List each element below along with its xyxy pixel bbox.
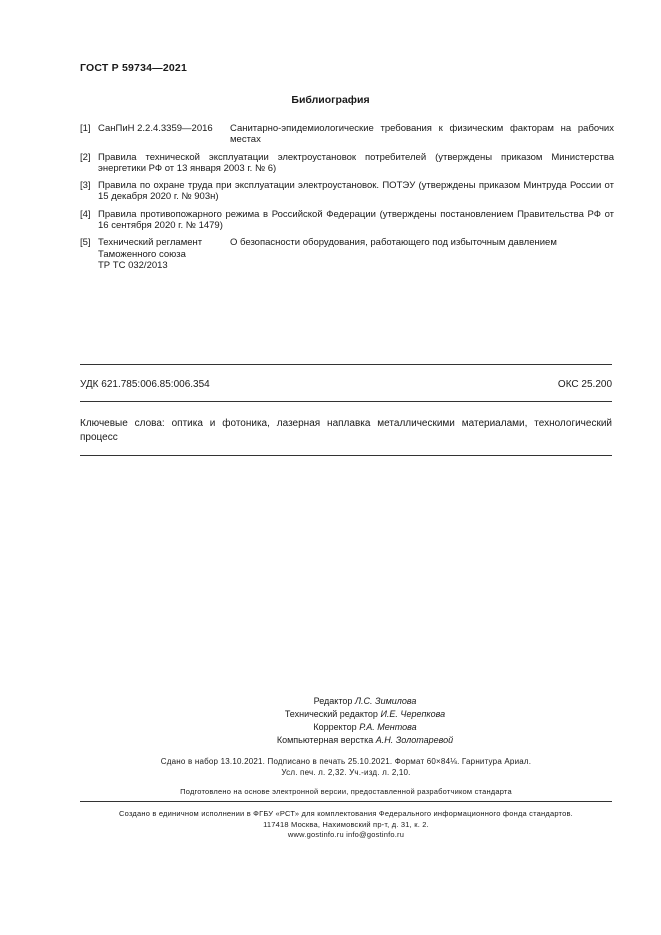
- bibliography-item: [80, 123, 614, 146]
- bibliography-item: [80, 152, 614, 175]
- bibliography-item-number: [4]: [80, 208, 91, 220]
- bibliography-item-source: СанПиН 2.2.4.3359—2016: [98, 123, 213, 134]
- credit-role: Технический редактор: [284, 709, 378, 719]
- source-line: ТР ТС 032/2013: [98, 259, 168, 271]
- credit-role: Редактор: [313, 696, 353, 706]
- credit-name: А.Н. Золотаревой: [375, 735, 454, 745]
- oks-code: ОКС 25.200: [557, 379, 612, 390]
- bibliography-list: [80, 123, 614, 277]
- footer-line: Создано в единичном исполнении в ФГБУ «РСТ» для комплектования Федерального информационного фонда стандартов.: [119, 809, 573, 818]
- print-info: [80, 756, 612, 778]
- footer-line: 117418 Москва, Нахимовский пр-т, д. 31, к. 2.: [263, 819, 429, 829]
- bibliography-item-number: [1]: [80, 123, 91, 134]
- credit-role: Корректор: [313, 722, 357, 732]
- bibliography-item-text: Правила технической эксплуатации электроустановок потребителей (утверждены приказом Министерства энергетики РФ от 13 января 2003 г. № 6): [98, 151, 614, 174]
- bibliography-item-text: О безопасности оборудования, работающего под избыточным давлением: [230, 237, 557, 249]
- divider-footer: [80, 801, 612, 802]
- print-info-line: Сдано в набор 13.10.2021. Подписано в печать 25.10.2021. Формат 60×84⅛. Гарнитура Ариал.: [160, 757, 532, 766]
- prepared-note: Подготовлено на основе электронной версии, предоставленной разработчиком стандарта: [180, 787, 512, 796]
- footer-line: www.gostinfo.ru info@gostinfo.ru: [287, 830, 405, 840]
- publisher-footer: [80, 809, 612, 841]
- bibliography-item: [80, 180, 614, 203]
- source-line: Таможенного союза: [98, 248, 186, 260]
- credits-block: [220, 695, 510, 747]
- divider-bottom: [80, 455, 612, 456]
- keywords: Ключевые слова: оптика и фотоника, лазерная наплавка металлическими материалами, технологический процесс: [80, 418, 612, 443]
- divider-middle: [80, 401, 612, 402]
- standard-number: ГОСТ Р 59734—2021: [80, 62, 188, 74]
- bibliography-item-source: [98, 237, 230, 271]
- bibliography-item-text: Правила противопожарного режима в Российской Федерации (утверждены постановлением Правительства РФ от 16 сентября 2020 г. № 1479): [98, 208, 614, 232]
- credit-name: И.Е. Черепкова: [380, 709, 446, 719]
- print-info-line: Усл. печ. л. 2,32. Уч.-изд. л. 2,10.: [281, 768, 411, 777]
- bibliography-item-number: [5]: [80, 237, 91, 249]
- credit-line: [220, 721, 510, 734]
- credit-role: Компьютерная верстка: [276, 735, 374, 745]
- bibliography-item: [80, 209, 614, 232]
- credit-line: [220, 708, 510, 721]
- credit-line: [220, 695, 510, 708]
- bibliography-item: [80, 237, 614, 271]
- bibliography-item-text: Санитарно-эпидемиологические требования к физическим факторам на рабочих местах: [230, 123, 614, 146]
- bibliography-item-number: [2]: [80, 151, 91, 163]
- bibliography-item-text: Правила по охране труда при эксплуатации электроустановок. ПОТЭУ (утверждены приказом Минтруда России от 15 декабря 2020 г. № 903н): [98, 180, 614, 203]
- source-line: Технический регламент: [98, 237, 203, 249]
- bibliography-title: Библиография: [291, 94, 370, 106]
- udk-code: УДК 621.785:006.85:006.354: [80, 379, 210, 390]
- credit-name: Л.С. Зимилова: [354, 696, 417, 706]
- bibliography-item-number: [3]: [80, 180, 91, 192]
- credit-name: Р.А. Ментова: [359, 722, 417, 732]
- divider-top: [80, 364, 612, 365]
- credit-line: [220, 734, 510, 747]
